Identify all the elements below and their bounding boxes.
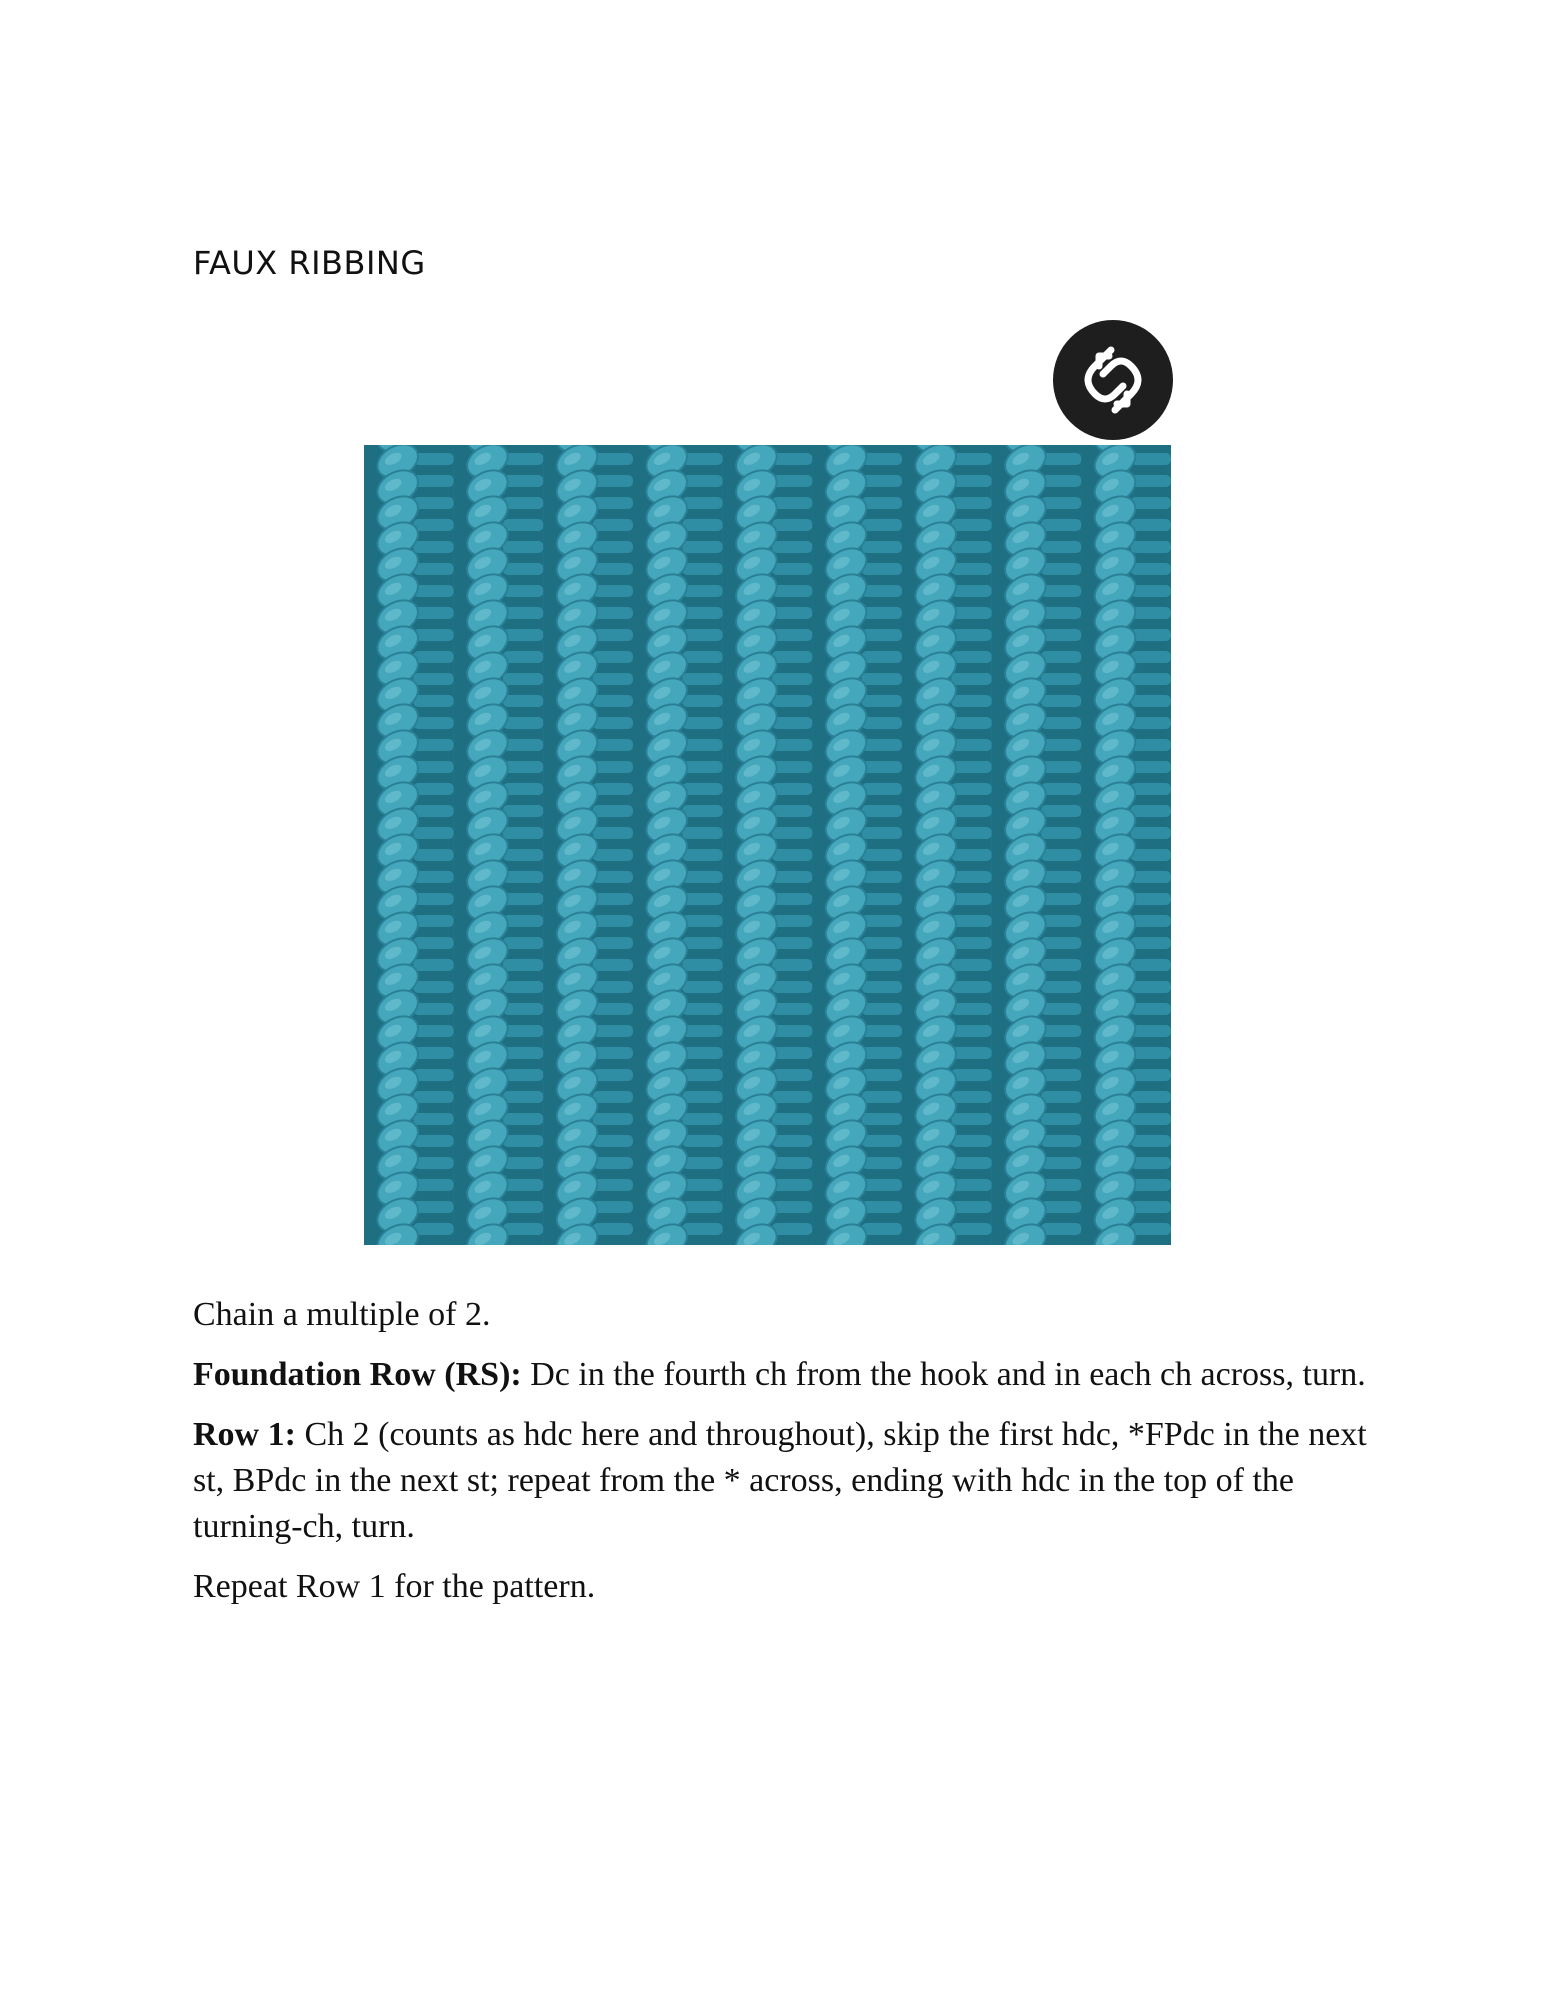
row-1-text: Ch 2 (counts as hdc here and throughout), skip the first hdc, *FPdc in the next st, BPdc in the next st; repeat from the * across, ending with hdc in the top of the turning-ch, turn. xyxy=(193,1416,1367,1545)
row-1-label: Row 1: xyxy=(193,1416,296,1453)
crochet-swatch-image xyxy=(364,445,1171,1245)
intro-line xyxy=(193,1292,1373,1338)
page-title: FAUX RIBBING xyxy=(193,244,426,282)
row-1 xyxy=(193,1412,1373,1550)
foundation-row xyxy=(193,1352,1373,1398)
foundation-text: Dc in the fourth ch from the hook and in each ch across, turn. xyxy=(521,1356,1366,1393)
reversible-arrows-icon xyxy=(1053,320,1173,440)
instructions xyxy=(193,1292,1373,1624)
repeat-line xyxy=(193,1564,1373,1610)
intro-text: Chain a multiple of 2. xyxy=(193,1296,491,1333)
repeat-text: Repeat Row 1 for the pattern. xyxy=(193,1568,596,1605)
foundation-label: Foundation Row (RS): xyxy=(193,1356,522,1393)
